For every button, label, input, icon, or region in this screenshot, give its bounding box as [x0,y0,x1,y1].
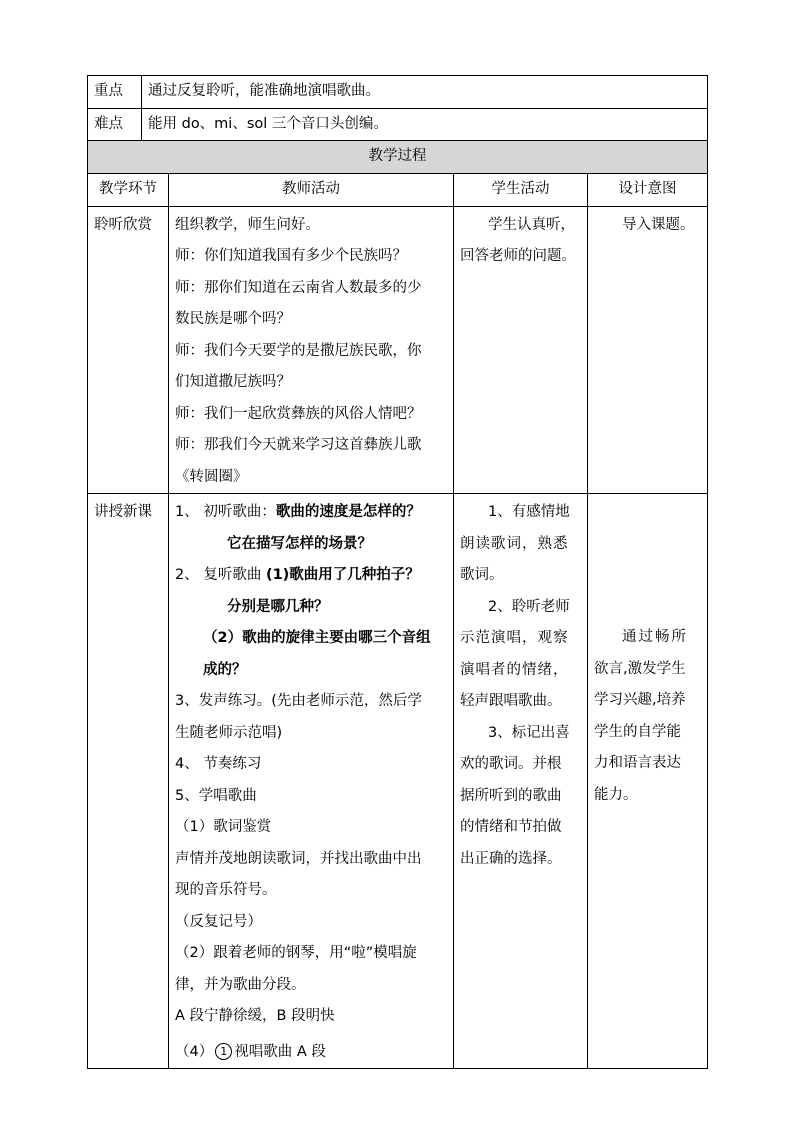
section-title: 教学过程 [88,141,708,174]
stage2-student-line: 示范演唱，观察 [460,630,569,646]
stage2-student-line: 朗读歌词，熟悉 [460,535,569,552]
stage2-teacher-line: 声情并茂地朗读歌词，并找出歌曲中出 [175,850,422,867]
stage1-student [454,206,588,494]
stage2-teacher-line: 生随老师示范唱) [175,724,283,741]
stage2-intent-line: 学生的自学能 [594,723,681,740]
stage2-teacher-line: 4、 节奏练习 [175,756,262,772]
step2-prefix: 2、 复听歌曲 [175,567,266,583]
key-point-text: 通过反复聆听，能准确地演唱歌曲。 [142,76,708,109]
header-stage: 教学环节 [88,174,169,207]
stage1-teacher-line: 师：我们一起欣赏彝族的风俗人情吧？ [175,405,422,422]
stage2-teacher-line: （反复记号） [175,913,262,930]
stage1-student-line: 回答老师的问题。 [460,248,576,264]
stage1-intent [588,206,708,494]
stage2-name: 讲授新课 [88,494,169,1069]
stage1-name: 聆听欣赏 [88,206,169,494]
header-intent: 设计意图 [588,174,708,207]
stage2-student-line: 演唱者的情绪， [460,661,569,678]
stage2-teacher-line: （1）歌词鉴赏 [175,819,272,835]
stage1-student-line: 学生认真听， [488,216,575,233]
stage2-student-line: 2、聆听老师 [488,598,570,615]
lesson-plan-table [87,75,708,1069]
header-teacher: 教师活动 [169,174,454,207]
key-point-label: 重点 [88,76,142,109]
stage2-teacher-line [175,560,449,592]
step4-prefix: （4） [175,1043,214,1060]
stage2-teacher-line [175,497,449,529]
stage2-intent-line: 学习兴趣,培养 [594,692,686,708]
stage2-student-line: 歌词。 [460,567,504,583]
stage2-teacher-line [175,1037,449,1069]
stage2-student-line: 3、标记出喜 [488,724,570,741]
step2-question: (1)歌曲用了几种拍子？ [265,567,420,583]
stage2-student [454,494,588,1069]
stage2-teacher-line: A 段宁静徐缓，B 段明快 [175,1008,335,1024]
stage1-teacher-line: 师：那你们知道在云南省人数最多的少 [175,279,422,296]
stage2-intent-line: 欲言,激发学生 [594,660,686,677]
stage1-teacher-line: 师：我们今天要学的是撒尼族民歌，你 [175,342,422,359]
stage1-teacher-line: 数民族是哪个吗？ [175,311,291,327]
stage2-teacher-line: 成的？ [203,661,247,678]
stage2-student-line: 轻声跟唱歌曲。 [460,693,562,709]
stage2-teacher-line: 3、发声练习。(先由老师示范，然后学 [175,693,422,709]
difficulty-label: 难点 [88,108,142,141]
step1-question: 歌曲的速度是怎样的？ [275,504,421,520]
stage2-student-line: 据所听到的歌曲 [460,787,562,804]
stage2-teacher-line: 它在描写怎样的场景？ [227,535,372,552]
stage2-intent-line: 力和语言表达 [594,755,681,771]
stage2-intent-line: 能力。 [594,786,638,803]
stage2-teacher-line: 5、学唱歌曲 [175,787,257,804]
header-student: 学生活动 [454,174,588,207]
stage2-intent [588,494,708,1069]
step4-text: 视唱歌曲 A 段 [234,1043,326,1060]
stage1-row [88,206,708,494]
stage1-teacher-line: 师：那我们今天就来学习这首彝族儿歌 [175,437,422,453]
stage1-teacher-line: 们知道撒尼族吗？ [175,374,291,390]
stage2-student-line: 的情绪和节拍做 [460,819,562,835]
difficulty-text: 能用 do、mi、sol 三个音口头创编。 [142,108,708,141]
stage1-intent-text: 导入课题。 [622,216,695,233]
step1-prefix: 1、 初听歌曲： [175,504,276,520]
stage2-teacher [169,494,454,1069]
stage2-teacher-line: 分别是哪几种？ [227,598,329,615]
stage2-student-line: 欢的歌词。并根 [460,756,562,772]
section-title-row [88,141,708,174]
stage2-teacher-line: （2）跟着老师的钢琴，用“啦”模唱旋 [175,945,417,961]
stage1-teacher-line: 组织教学，师生问好。 [175,216,320,233]
stage1-teacher-line: 师：你们知道我国有多少个民族吗？ [175,248,407,264]
header-row [88,174,708,207]
stage2-student-line: 1、有感情地 [488,504,570,520]
difficulty-row [88,108,708,141]
stage2-teacher-line: （2）歌曲的旋律主要由哪三个音组 [203,630,431,646]
key-point-row [88,76,708,109]
stage1-teacher [169,206,454,494]
stage2-student-line: 出正确的选择。 [460,850,562,867]
stage1-teacher-line: 《转圆圈》 [175,468,248,485]
stage2-teacher-line: 律，并为歌曲分段。 [175,976,306,993]
stage2-row [88,494,708,1069]
stage2-intent-line: 通过畅所 [622,629,688,645]
stage2-teacher-line: 现的音乐符号。 [175,882,277,898]
circled-number: 1 [215,1043,232,1060]
